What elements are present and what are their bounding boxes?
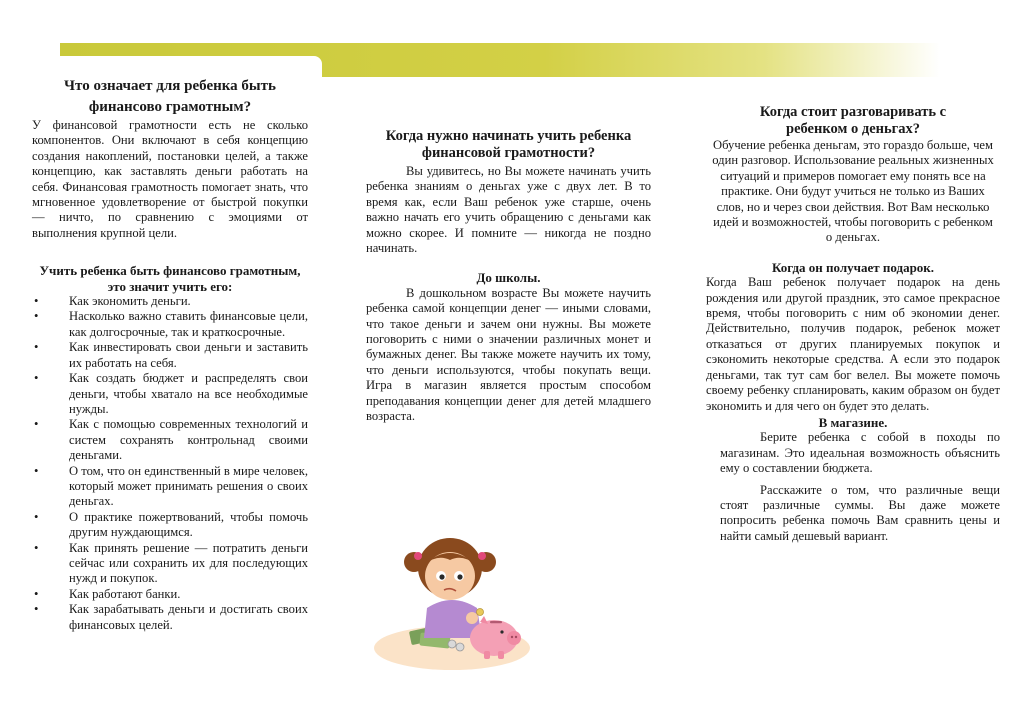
shop-section-title: В магазине. [818, 414, 888, 430]
middle-column-title: Когда нужно начинать учить ребенка финансовой грамотности? [385, 128, 632, 161]
list-item: • Как принять решение — потратить деньги сейчас или сохранить их для последующих нужд и покупок. [34, 540, 308, 586]
list-title: Учить ребенка быть финансово грамотным, это значит учить его: [39, 263, 301, 294]
bullet-icon: • [34, 540, 39, 555]
middle-intro-paragraph: Вы удивитесь, но Вы можете начинать учить ребенка знаниям о деньгах уже с двух лет. В то время как, если Ваш ребенок уже старше, очень важно начать его учить обращению с деньгами как можно скорее. И помните — никогда не поздно начинать. [366, 164, 651, 256]
list-item: • Как инвестировать свои деньги и заставить их работать на себя. [34, 340, 308, 370]
skills-list [32, 294, 308, 633]
column-middle [366, 128, 651, 425]
column-left [32, 76, 308, 633]
list-item: • Как работают банки. [34, 586, 181, 601]
list-item: • Насколько важно ставить финансовые цели, как долгосрочные, так и краткосрочные. [34, 309, 308, 339]
right-column-title: Когда стоит разговаривать с ребенком о деньгах? [759, 104, 947, 137]
preschool-paragraph: В дошкольном возрасте Вы можете научить ребенка самой концепции денег — иными словами, что такое деньги и зачем они нужны. Вы можете поговорить с ними о значении различных монет и бумажных денег. Вы также можете научить их тому, что деньги используются, чтобы покупать вещи. Игра в магазин является простым способом преподавания концепции денег для детей младшего возраста. [366, 285, 651, 424]
list-item: • Как с помощью современных технологий и систем сохранять контрольнад своими деньгами. [34, 417, 308, 463]
bullet-icon: • [34, 294, 39, 309]
left-title-line-1: Что означает для ребенка быть [64, 78, 276, 94]
bullet-icon: • [34, 309, 39, 324]
list-item: • Как экономить деньги. [34, 294, 191, 309]
bullet-icon: • [34, 340, 39, 355]
right-intro-paragraph: Обучение ребенка деньгам, это гораздо больше, чем один разговор. Использование реальных жизненных ситуаций и примеров помогает ему понять все на практике. Они будут учиться не только из Ваших слов, но и через свои действия. Вот Вам несколько идей и возможностей, чтобы поговорить с ребенком о деньгах. [712, 138, 994, 245]
left-title-line-2: финансово грамотным? [88, 99, 252, 115]
left-intro-paragraph: У финансовой грамотности есть не сколько компонентов. Они включают в себя концепцию создания накоплений, постановки целей, а также концепцию, как заставлять деньги работать на себя. Финансовая грамотность помогает знать, что мгновенное удовлетворение от быстрой покупки — ничто, по сравнению с эмоциями от выполнения крупной цели. [32, 118, 308, 240]
bullet-icon: • [34, 602, 39, 617]
bullet-icon: • [34, 463, 39, 478]
bullet-icon: • [34, 371, 39, 386]
list-item: • Как создать бюджет и распределять свои деньги, чтобы хватало на все необходимые нужды. [34, 371, 308, 416]
bullet-icon: • [34, 509, 39, 524]
shop-paragraph-1: Берите ребенка с собой в походы по магазинам. Это идеальная возможность объяснить ему о составлении бюджета. [720, 430, 1000, 476]
list-item: • О практике пожертвований, чтобы помочь другим нуждающимся. [34, 509, 308, 540]
bullet-icon: • [34, 417, 39, 432]
preschool-section-title: До школы. [476, 270, 541, 286]
girl-with-piggy-bank-illustration [372, 520, 542, 680]
gift-paragraph: Когда Ваш ребенок получает подарок на день рождения или другой праздник, это самое прекрасное время, чтобы поговорить с ним об экономии денег. Действительно, получив подарок, ребенок может отказаться от других планируемых покупок и сэкономить некоторые средства. А если это подарок деньгами, так тут сам бог велел. Вы можете помочь своему ребенку спланировать, каким образом он будет экономить и для чего он будет это делать. [706, 275, 1000, 413]
column-right [706, 104, 1000, 544]
bullet-icon: • [34, 586, 39, 601]
list-item: • О том, что он единственный в мире человек, который может принимать решения о своих деньгах. [34, 463, 308, 509]
list-item: • Как зарабатывать деньги и достигать своих финансовых целей. [34, 602, 308, 632]
shop-paragraph-2: Расскажите о том, что различные вещи стоят различные суммы. Вы даже можете попросить ребенка помочь Вам сравнить цены и найти самый дешевый вариант. [720, 482, 1000, 543]
left-column-title [32, 76, 308, 118]
gift-section-title: Когда он получает подарок. [771, 259, 935, 275]
